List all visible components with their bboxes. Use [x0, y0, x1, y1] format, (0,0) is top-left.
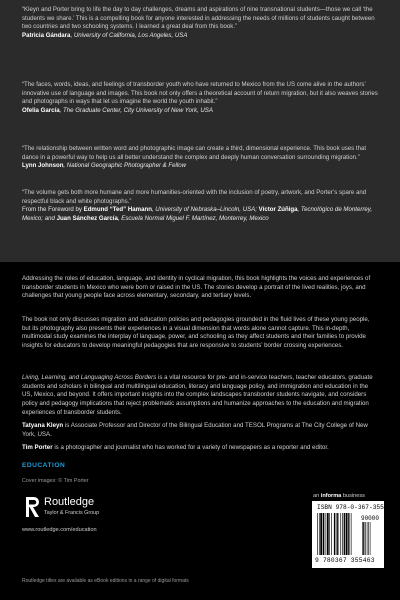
barcode-bar [327, 513, 329, 555]
quote-text: “The volume gets both more humane and more humanities-oriented with the inclusion of poetry, artwork, and Porter’s spare and respectful black and white photographs.” [22, 189, 367, 205]
barcode-bar [346, 513, 348, 555]
endorser-name: Patricia Gándara [22, 31, 71, 39]
quote-text: “Kleyn and Porter bring to life the day to day challenges, dreams and aspirations of nine transnational students—those we call ‘the students we share.’ This is a compelling book for anyone interested in addressing the needs of millions of students caught between two countries and two schooling systems. I learned a great deal from this book.” [22, 6, 375, 31]
foreword-author-2: Víctor Zúñiga [258, 206, 298, 214]
quote-attribution [22, 162, 378, 171]
price-barcode-bar [370, 522, 371, 555]
price-barcode-bar [368, 522, 369, 555]
publisher-group: Taylor & Francis Group [44, 510, 100, 516]
price-barcode-bar [365, 522, 366, 555]
barcode-bar [329, 513, 330, 555]
endorser-affiliation: , The Graduate Center, City University of New York, USA [59, 106, 213, 114]
price-barcode-bar [363, 522, 364, 555]
isbn-barcode-box [312, 501, 399, 568]
foreword-quote [22, 189, 378, 224]
author-bio: Tatyana Kleyn is Associate Professor and Director of the Bilingual Education and TESOL Programs at The City College of New York, USA. [22, 422, 368, 438]
quote-text: “The relationship between written word and photographic image can create a third, dimensional experience. This book uses that dance in a powerful way to help us all better understand the complex and deeply human conversation surrounding migration.” [22, 145, 367, 161]
barcode-bar [340, 513, 341, 555]
endorsement-quote [22, 6, 378, 41]
description-paragraph-3: Living, Learning, and Languaging Across Borders is a vital resource for pre- and in-service teachers, teacher educators, graduate students and scholars in bilingual and multilingual education, literacy and language policy, and immigration and education in the US, Mexico, and beyond. It offers important insights into the complex landscapes transborder students navigate, and considers policy and pedagogy implications that reject problematic assumptions and humanize approaches to the education and migration experiences of transborder students. [22, 374, 373, 416]
barcode-bar [320, 513, 322, 555]
publisher-url[interactable]: www.routledge.com/education [22, 527, 97, 533]
barcode-bar [319, 513, 320, 555]
description-paragraph-2: The book not only discusses migration and education policies and pedagogies grounded in the fluid lives of these young people, but its photography also presents their experiences in a visual dimension that words alone cannot capture. This in-depth, multimodal study examines the interplay of language, power, and schooling as they affect students and their families to provide insights for educators to develop meaningful pedagogies that are responsive to students’ border crossing experiences. [22, 316, 370, 350]
barcode-bar [344, 513, 345, 555]
informa-business-tag: an informa business [313, 493, 365, 499]
barcode-bar [317, 513, 318, 555]
author-name: Tatyana Kleyn [22, 422, 64, 429]
book-title: Living, Learning, and Languaging Across Borders [22, 374, 157, 381]
quote-attribution [22, 107, 378, 116]
barcode-bar [325, 513, 326, 555]
price-code: 90000 [360, 515, 379, 522]
author-bio: Tim Porter is a photographer and journalist who has worked for a variety of newspapers as a reporter and editor. [22, 444, 329, 451]
price-barcode-bar [362, 522, 363, 555]
quote-text: “The faces, words, ideas, and feelings of transborder youth who have returned to Mexico from the US come alive in the authors’ innovative use of language and images. This book not only offers a theoretical account of return migration, but it also weaves stories and photographs in ways that let us imagine the world the youth inhabit.” [22, 81, 378, 106]
isbn-label: ISBN 978-0-367-35546-3 [317, 504, 399, 511]
description-paragraph-1: Addressing the roles of education, language, and identity in cyclical migration, this book highlights the voices and experiences of transborder students in Mexico who were born or raised in the US. The stories develop a portrait of the lived realities, joys, and challenges that young people face across elementary, secondary, and tertiary levels. [22, 275, 371, 300]
publisher-name: Routledge [44, 496, 95, 508]
endorsement-quote [22, 81, 378, 116]
price-barcode-bar [367, 522, 368, 555]
barcode-bar [337, 513, 338, 555]
author-name: Tim Porter [22, 444, 53, 451]
barcode-graphic [316, 513, 380, 556]
quote-attribution: From the Foreword by Edmund “Ted” Hamann, University of Nebraska–Lincoln, USA; Víctor Zúñiga, Tecnológico de Monterrey, Mexico; and Juan Sánchez García, Escuela Normal Miguel F. Martínez, Monterrey, Mexico [22, 206, 373, 222]
isbn-digits: 9 780367 355463 [315, 557, 375, 564]
endorser-affiliation: , National Geographic Photographer & Fellow [63, 162, 187, 170]
barcode-bar [351, 513, 352, 555]
quote-attribution [22, 32, 378, 41]
cover-credit: Cover images: © Tim Porter [22, 478, 89, 484]
foreword-author-3: Juan Sánchez García [56, 214, 118, 222]
publisher-logo [22, 495, 112, 523]
barcode-bar [348, 513, 349, 555]
ebook-note: Routledge titles are available as eBook editions in a range of digital formats [22, 578, 189, 584]
endorser-name: Lynn Johnson [22, 162, 64, 170]
barcode-bar [334, 513, 335, 555]
endorsements-panel [0, 0, 400, 262]
endorser-name: Ofelia García [22, 106, 60, 114]
routledge-logo-icon [22, 495, 42, 519]
barcode-bar [342, 513, 343, 555]
endorser-affiliation: , University of California, Los Angeles, USA [70, 31, 188, 39]
barcode-bar [336, 513, 337, 555]
barcode-bar [331, 513, 332, 555]
endorsement-quote [22, 145, 378, 171]
barcode-bar [323, 513, 324, 555]
foreword-author-1: Edmund “Ted” Hamann [83, 206, 152, 214]
subject-category: EDUCATION [22, 462, 66, 469]
